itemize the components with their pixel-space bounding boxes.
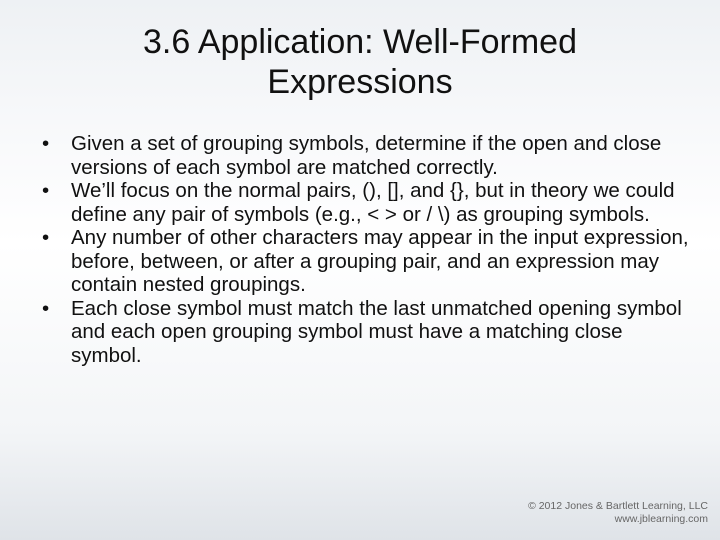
bullet-list <box>40 132 690 367</box>
bullet-item <box>40 297 690 368</box>
title-line-2: Expressions <box>267 63 453 101</box>
bullet-item <box>40 226 690 297</box>
bullet-item <box>40 179 690 226</box>
bullet-text: Each close symbol must match the last unmatched opening symbol and each open grouping symbol must have a matching close symbol. <box>71 296 682 367</box>
bullet-text: Any number of other characters may appear in the input expression, before, between, or after a grouping pair, and an expression may contain nested groupings. <box>71 226 689 296</box>
bullet-item <box>40 132 690 179</box>
bullet-icon: • <box>42 132 50 155</box>
copyright-footer <box>528 500 708 526</box>
website-text: www.jblearning.com <box>614 513 708 525</box>
bullet-text: We’ll focus on the normal pairs, (), [], and {}, but in theory we could define any pair of symbols (e.g., < > or / \) as grouping symbols. <box>71 179 675 226</box>
copyright-text: © 2012 Jones & Bartlett Learning, LLC <box>528 500 708 512</box>
bullet-text: Given a set of grouping symbols, determine if the open and close versions of each symbol are matched correctly. <box>71 132 662 179</box>
bullet-icon: • <box>42 179 50 202</box>
bullet-icon: • <box>42 296 50 320</box>
slide-title <box>60 22 660 102</box>
title-line-1: 3.6 Application: Well-Formed <box>142 23 577 61</box>
bullet-icon: • <box>42 226 50 249</box>
